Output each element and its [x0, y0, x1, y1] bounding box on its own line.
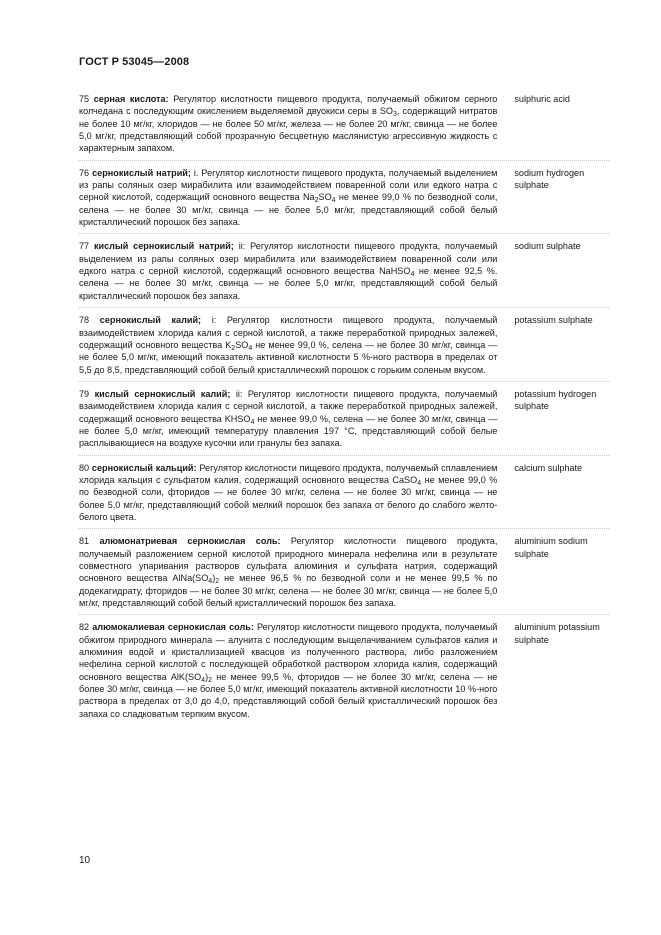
term-definition: 80 сернокислый кальций: Регулятор кислотности пищевого продукта, получаемый сплавлением хлорида кальция с сульфатом калия, содержащий основного вещества CaSO$_4$ не менее 99,0 % по безводной соли, фторидов — не более 30 мг/кг, селена — не более 30 мг/кг, свинца — не более 5,0 мг/кг, представляющий собой мелкий порошок без запаха от белого до слабого желто-белого цвета.	[79, 462, 498, 522]
term-name: серная кислота:	[93, 94, 169, 104]
term-number: 79	[79, 388, 90, 399]
term-english: potassium sulphate	[514, 315, 593, 326]
term-number: 82	[79, 622, 90, 633]
term-english: sulphuric acid	[514, 94, 570, 104]
term-definition: 81 алюмонатриевая сернокислая соль: Регулятор кислотности пищевого продукта, получаемый разложением серной кислотой природного минерала нефелина или в результате совместного упаривания растворов сульфата алюминия и сульфата натрия, содержащий основного вещества $AlNa(SO_4)_2$ не менее 96,5 % по безводной соли и не менее 99,5 % по додекагидрату, фторидов — не более 30 мг/кг, селена — не более 30 мг/кг, свинца — не более 5,0 мг/кг, представляющий собой белый кристаллический порошок без запаха.	[79, 536, 498, 609]
term-name: сернокислый калий;	[99, 315, 202, 326]
term-name: кислый сернокислый натрий;	[93, 241, 234, 252]
term-entry	[79, 460, 609, 530]
term-english: aluminium potassium sulphate	[514, 622, 600, 645]
document-header: ГОСТ Р 53045—2008	[79, 56, 190, 68]
term-number: 75	[79, 94, 90, 104]
term-name: кислый сернокислый калий;	[94, 388, 231, 399]
page-number: 10	[79, 855, 91, 866]
term-english: potassium hydrogen sulphate	[514, 388, 597, 412]
term-english: calcium sulphate	[514, 462, 583, 473]
term-english: sodium sulphate	[514, 241, 581, 252]
term-entry	[79, 91, 609, 161]
term-definition: 78 сернокислый калий; i: Регулятор кислотности пищевого продукта, получаемый взаимодействием хлорида калия с серной кислотой, а также переработкой природных залежей, содержащий основного вещества $K_2SO_4$ не менее 99,0 %, селена — не более 30 мг/кг, свинца — не более 5,0 мг/кг, имеющий показатель активной кислотности 5 %-ного раствора в пределах от 5,5 до 8,5, представляющий собой белый кристаллический порошок с горьким соленым вкусом.	[79, 315, 498, 375]
term-number: 80	[79, 462, 90, 473]
term-entry	[79, 165, 609, 235]
term-number: 81	[79, 536, 90, 547]
term-definition: 77 кислый сернокислый натрий; ii: Регулятор кислотности пищевого продукта, получаемый выделением из рапы соляных озер мирабилита или взаимодействием поваренной соли или едкого натра с серной кислотой, содержащий основного вещества NaHSO$_4$ не менее 92,5 %. селена — не более 30 мг/кг, свинца — не более 5,0 мг/кг, представляющий собой белый кристаллический порошок без запаха.	[79, 241, 498, 301]
term-definition: 79 кислый сернокислый калий; ii: Регулятор кислотности пищевого продукта, получаемый взаимодействием хлорида калия с серной кислотой, а также переработкой природных залежей, содержащий основного вещества $KHSO_4$ не менее 99,0 %, селена — не более 30 мг/кг, свинца — не более 5,0 мг/кг, имеющий температуру плавления 197 °С, представляющий собой белые расплывающиеся на воздухе кусочки или гранулы без запаха.	[79, 388, 498, 449]
term-entries	[79, 91, 609, 729]
term-number: 76	[79, 167, 90, 178]
term-entry	[79, 619, 609, 725]
term-english: sodium hydrogen sulphate	[514, 167, 585, 191]
term-number: 77	[79, 241, 90, 252]
term-entry	[79, 312, 609, 382]
term-number: 78	[79, 315, 90, 326]
term-name: сернокислый кальций:	[91, 462, 197, 473]
term-definition: 82 алюмокалиевая сернокислая соль: Регулятор кислотности пищевого продукта, получаемый обжигом природного минерала — алунита с последующим выщелачиванием сульфатов калия и алюминия водой и кристаллизацией квасцов из полученного раствора, либо разложением нефелина серной кислотой с последующей обработкой раствором хлорида калия, содержащий основного вещества $AlK(SO_4)_2$ не менее 99,5 %, фторидов — не более 30 мг/кг, селена — не более 30 мг/кг, свинца — не более 5,0 мг/кг, имеющий показатель активной кислотности 10 %-ного раствора в пределах от 3,0 до 4,0, представляющий собой белый кристаллический порошок без запаха со сладковатым терпким вкусом.	[79, 622, 498, 719]
term-name: алюмонатриевая сернокислая соль:	[99, 536, 281, 547]
term-definition: 76 сернокислый натрий; i. Регулятор кислотности пищевого продукта, получаемый выделением из рапы соляных озер мирабилита или взаимодействием поваренной соли или едкого натра с серной кислотой, содержащий основного вещества $Na_2SO_4$ не менее 99,0 % по безводной соли, селена — не более 30 мг/кг, свинца — не более 5,0 мг/кг, представляющий собой белый кристаллический порошок без запаха.	[79, 167, 498, 228]
term-entry	[79, 238, 609, 308]
term-name: алюмокалиевая сернокислая соль:	[92, 622, 254, 633]
term-entry	[79, 533, 609, 615]
term-definition: 75 серная кислота: Регулятор кислотности пищевого продукта, получаемый обжигом серного колчедана с последующим окислением выделяемой двуокиси серы в $SO_3$, содержащий нитратов не более 10 мг/кг, хлоридов — не более 50 мг/кг, железа — не более 20 мг/кг, свинца — не более 5,0 мг/кг, представляющий собой прозрачную бесцветную маслянистую агрессивную жидкость с характерным запахом.	[79, 94, 498, 154]
term-entry	[79, 386, 609, 456]
term-name: сернокислый натрий;	[92, 167, 191, 178]
term-english: aluminium sodium sulphate	[514, 536, 588, 559]
